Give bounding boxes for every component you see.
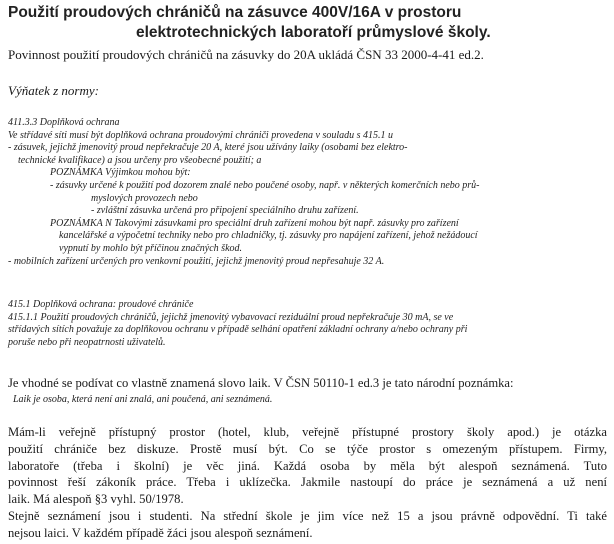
intro-text: Povinnost použití proudových chráničů na zásuvky do 20A ukládá ČSN 33 2000-4-41 ed.2.: [8, 47, 484, 62]
norm-line: - zvláštní zásuvka určená pro připojení speciálního druhu zařízení.: [91, 205, 359, 217]
title-line-2: elektrotechnických laboratoří průmyslové školy.: [136, 24, 491, 41]
definition-quote: Laik je osoba, která není ani znalá, ani poučená, ani seznámená.: [13, 394, 273, 405]
norm-section-411: [8, 117, 480, 268]
norm-line: myslových provozech nebo: [91, 192, 198, 204]
norm-line: střídavých sítích považuje za doplňkovou ochranu v případě selhání opatření základní ochrany a/nebo ochrany při: [8, 324, 468, 336]
document-title: [8, 3, 608, 43]
question-text: Je vhodné se podívat co vlastně znamená slovo laik. V ČSN 50110-1 ed.3 je tato národní poznámka:: [8, 376, 514, 390]
excerpt-heading: Výňatek z normy:: [8, 83, 99, 98]
paragraph-line: použití chrániče bez diskuze. Prostě musí být. Co se týče prostor s omezeným přístupem. Firmy,: [8, 441, 607, 456]
norm-line: 411.3.3 Doplňková ochrana: [8, 117, 120, 128]
title-line-1: Použití proudových chráničů na zásuvce 400V/16A v prostoru: [8, 4, 462, 21]
norm-line: Ve střídavé síti musí být doplňková ochrana proudovými chrániči provedena v souladu s 415.1 u: [8, 129, 394, 141]
body-paragraph: [8, 424, 607, 542]
paragraph-line: povinnost řeší zákoník práce. Třeba i uklízečka. Jakmile nastoupí do práce je seznámená a už není: [8, 475, 607, 490]
norm-line: vypnutí by mohlo být příčinou značných škod.: [59, 242, 243, 254]
paragraph-line: nejsou laici. V každém případě žáci jsou alespoň seznámení.: [8, 525, 313, 540]
paragraph-line: laik. Má alespoň §3 vyhl. 50/1978.: [8, 492, 184, 507]
norm-line: poruše nebo při neopatrnosti uživatelů.: [8, 336, 166, 348]
norm-section-415: [8, 299, 467, 349]
norm-line: technické kvalifikace) a jsou určeny pro všeobecné použití; a: [18, 154, 262, 166]
paragraph-line: Stejně seznámení jsou i studenti. Na střední škole je jim více než 15 a jsou právně odpovědní. Ti také: [8, 508, 607, 523]
norm-line: 415.1.1 Použití proudových chráničů, jejichž jmenovitý vybavovací reziduální proud nepřekračuje 30 mA, se ve: [8, 311, 454, 323]
norm-line: - zásuvky určené k použití pod dozorem znalé nebo poučené osoby, např. v některých komerčních nebo prů-: [50, 179, 480, 191]
norm-note: POZNÁMKA N Takovými zásuvkami pro speciální druh zařízení mohou být např. zásuvky pro zařízení: [50, 217, 459, 229]
norm-line: - zásuvek, jejichž jmenovitý proud nepřekračuje 20 A, které jsou užívány laiky (osobami bez elektro-: [8, 142, 408, 154]
norm-line: 415.1 Doplňková ochrana: proudové chrániče: [8, 299, 194, 310]
paragraph-line: Mám-li veřejně přístupný prostor (hotel, klub, veřejně přístupné prostory školy apod.) je otázka: [8, 425, 607, 439]
norm-line: - mobilních zařízení určených pro venkovní použití, jejichž jmenovitý proud nepřesahuje 32 A.: [8, 255, 385, 267]
norm-line: kancelářské a výpočetní techniky nebo pro chladničky, tj. zásuvky pro napájení zařízení, jehož nežádoucí: [59, 230, 478, 242]
paragraph-line: laboratoře (třeba i školní) je věc jiná. Každá osoba by měla být alespoň seznámená. Tuto: [8, 458, 607, 473]
norm-note: POZNÁMKA Výjimkou mohou být:: [50, 167, 191, 179]
